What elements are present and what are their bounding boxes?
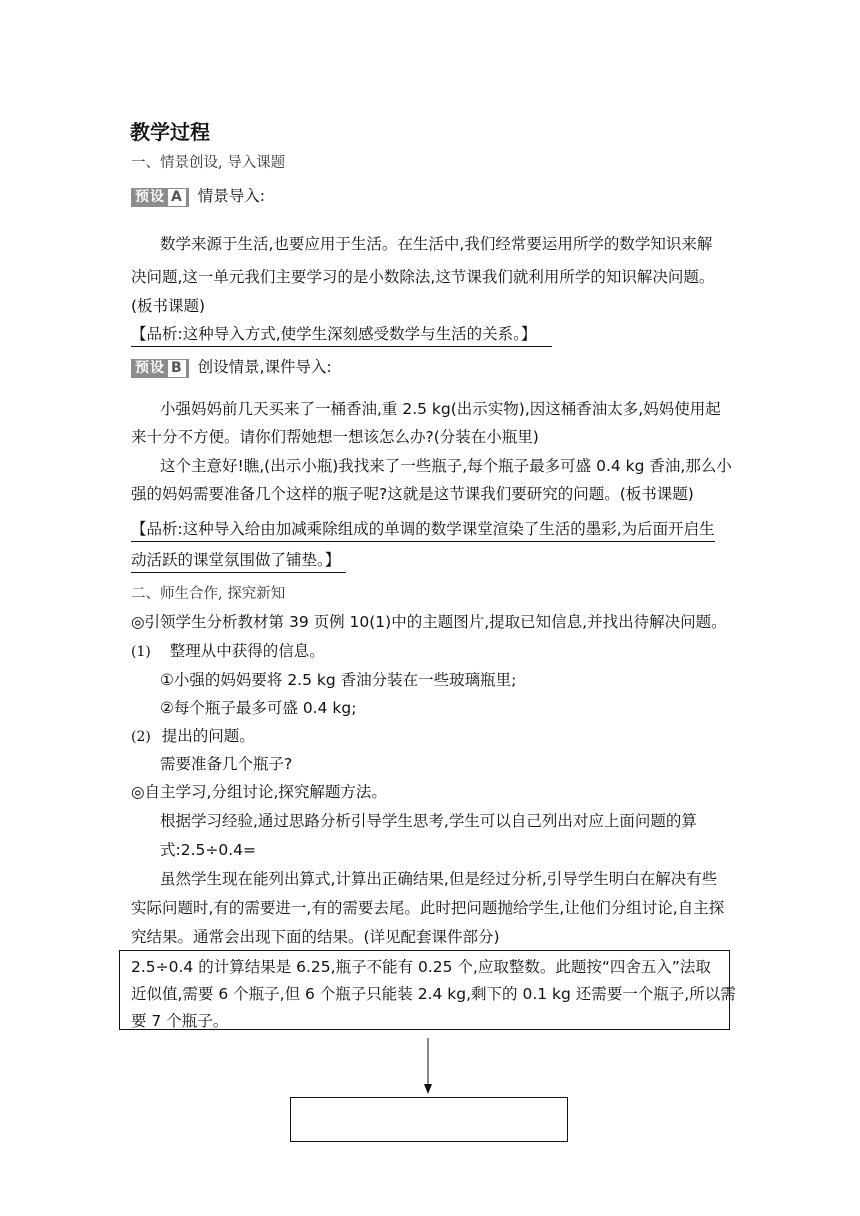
preset-a-badge: 预设 A bbox=[131, 188, 189, 207]
paragraph-analysis-line-1: 虽然学生现在能列出算式,计算出正确结果,但是经过分析,引导学生明白在解决有些 bbox=[160, 870, 718, 888]
guide-2: ◎自主学习,分组讨论,探究解题方法。 bbox=[131, 783, 387, 801]
comment-2-line-1: 【品析:这种导入给由加减乘除组成的单调的数学课堂渲染了生活的墨彩,为后面开启生 bbox=[131, 517, 715, 542]
paragraph-method-line-1: 根据学习经验,通过思路分析引导学生思考,学生可以自己列出对应上面问题的算 bbox=[160, 812, 697, 830]
preset-a bbox=[131, 184, 265, 207]
step-1-text: 整理从中获得的信息。 bbox=[169, 642, 325, 660]
preset-a-label: 情景导入: bbox=[197, 187, 266, 205]
step-1-number: (1) bbox=[131, 644, 151, 660]
step-2 bbox=[131, 724, 255, 746]
section-heading-1: 一、情景创设, 导入课题 bbox=[131, 155, 286, 171]
page-title: 教学过程 bbox=[130, 120, 210, 144]
step-2-text: 提出的问题。 bbox=[161, 727, 255, 745]
result-line-3: 要 7 个瓶子。 bbox=[131, 1012, 229, 1030]
paragraph-scene-line-4: 强的妈妈需要准备几个这样的瓶子呢?这就是这节课我们要研究的问题。(板书课题) bbox=[131, 485, 694, 503]
paragraph-scene-line-1: 小强妈妈前几天买来了一桶香油,重 2.5 kg(出示实物),因这桶香油太多,妈妈使用起 bbox=[160, 400, 721, 418]
step-2-number: (2) bbox=[131, 729, 151, 745]
down-arrow-connector bbox=[422, 1038, 434, 1094]
section-heading-2: 二、师生合作, 探究新知 bbox=[131, 586, 286, 602]
empty-result-box bbox=[290, 1097, 568, 1142]
preset-b bbox=[131, 355, 332, 378]
result-line-1: 2.5÷0.4 的计算结果是 6.25,瓶子不能有 0.25 个,应取整数。此题按“四舍五入”法取 bbox=[131, 958, 711, 976]
paragraph-method-line-2: 式:2.5÷0.4= bbox=[160, 841, 256, 859]
preset-b-label: 创设情景,课件导入: bbox=[197, 358, 332, 376]
paragraph-scene-line-2: 来十分不方便。请你们帮她想一想该怎么办?(分装在小瓶里) bbox=[131, 428, 539, 446]
question-text: 需要准备几个瓶子? bbox=[160, 755, 293, 773]
preset-b-badge: 预设 B bbox=[131, 359, 189, 378]
paragraph-analysis-line-3: 究结果。通常会出现下面的结果。(详见配套课件部分) bbox=[131, 928, 500, 946]
paragraph-intro-line-2: 决问题,这一单元我们主要学习的是小数除法,这节课我们就利用所学的知识解决问题。 bbox=[131, 268, 715, 286]
comment-2-line-2: 动活跃的课堂氛围做了铺垫。】 bbox=[131, 548, 346, 573]
result-line-2: 近似值,需要 6 个瓶子,但 6 个瓶子只能装 2.4 kg,剩下的 0.1 kg 还需要一个瓶子,所以需 bbox=[131, 985, 736, 1003]
paragraph-intro-line-3: (板书课题) bbox=[131, 297, 206, 315]
paragraph-intro-line-1: 数学来源于生活,也要应用于生活。在生活中,我们经常要运用所学的数学知识来解 bbox=[160, 235, 713, 253]
paragraph-analysis-line-2: 实际问题时,有的需要进一,有的需要去尾。此时把问题抛给学生,让他们分组讨论,自主探 bbox=[131, 899, 725, 917]
guide-1: ◎引领学生分析教材第 39 页例 10(1)中的主题图片,提取已知信息,并找出待解决问题。 bbox=[131, 613, 727, 631]
info-item-2: ②每个瓶子最多可盛 0.4 kg; bbox=[160, 699, 357, 717]
step-1 bbox=[131, 639, 325, 661]
paragraph-scene-line-3: 这个主意好!瞧,(出示小瓶)我找来了一些瓶子,每个瓶子最多可盛 0.4 kg 香油,那么小 bbox=[160, 457, 732, 475]
comment-1: 【品析:这种导入方式,使学生深刻感受数学与生活的关系。】 bbox=[131, 322, 552, 347]
info-item-1: ①小强的妈妈要将 2.5 kg 香油分装在一些玻璃瓶里; bbox=[160, 671, 517, 689]
